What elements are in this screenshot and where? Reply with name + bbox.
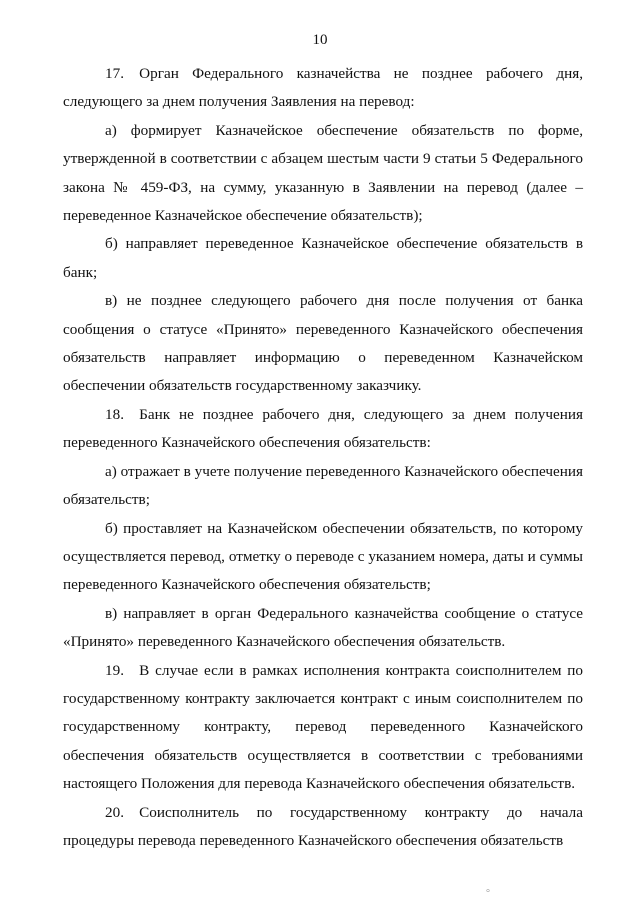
page-number: 10 (312, 32, 328, 48)
paragraph-19: 19. В случае если в рамках исполнения контракта соисполнителем по государственному контракту заключается контракт с иным соисполнителем по государственному контракту, перевод переведенного Казначейского обеспечения обязательств осуществляется в соответствии с требованиями настоящего Положения для перевода Казначейского обеспечения обязательств. (63, 661, 583, 793)
paragraph-18-b: б) проставляет на Казначейском обеспечении обязательств, по которому осуществляется перевод, отметку о переводе с указанием номера, даты и суммы переведенного Казначейского обеспечения обязательств; (63, 519, 583, 594)
paragraph-17-a: а) формирует Казначейское обеспечение обязательств по форме, утвержденной в соответствии с абзацем шестым части 9 статьи 5 Федерального закона № 459-ФЗ, на сумму, указанную в Заявлении на перевод (далее – переведенное Казначейское обеспечение обязательств); (63, 121, 583, 225)
paragraph-17-c: в) не позднее следующего рабочего дня после получения от банка сообщения о статусе «Принято» переведенного Казначейского обеспечения обязательств направляет информацию о переведенном Казначейском обеспечении обязательств государственному заказчику. (63, 292, 583, 395)
paragraph-17: 17. Орган Федерального казначейства не позднее рабочего дня, следующего за днем получения Заявления на перевод: (63, 65, 583, 111)
paragraph-18: 18. Банк не позднее рабочего дня, следующего за днем получения переведенного Казначейского обеспечения обязательств: (63, 405, 583, 452)
document-body (63, 60, 583, 855)
paragraph-18-c: в) направляет в орган Федерального казначейства сообщение о статусе «Принято» переведенного Казначейского обеспечения обязательств. (63, 604, 583, 651)
paragraph-17-b: б) направляет переведенное Казначейское обеспечение обязательств в банк; (63, 235, 583, 281)
paragraph-18-a: а) отражает в учете получение переведенного Казначейского обеспечения обязательств; (63, 462, 583, 509)
scan-mark: ° (486, 888, 490, 899)
paragraph-20: 20. Соисполнитель по государственному контракту до начала процедуры перевода переведенного Казначейского обеспечения обязательств (63, 803, 583, 849)
